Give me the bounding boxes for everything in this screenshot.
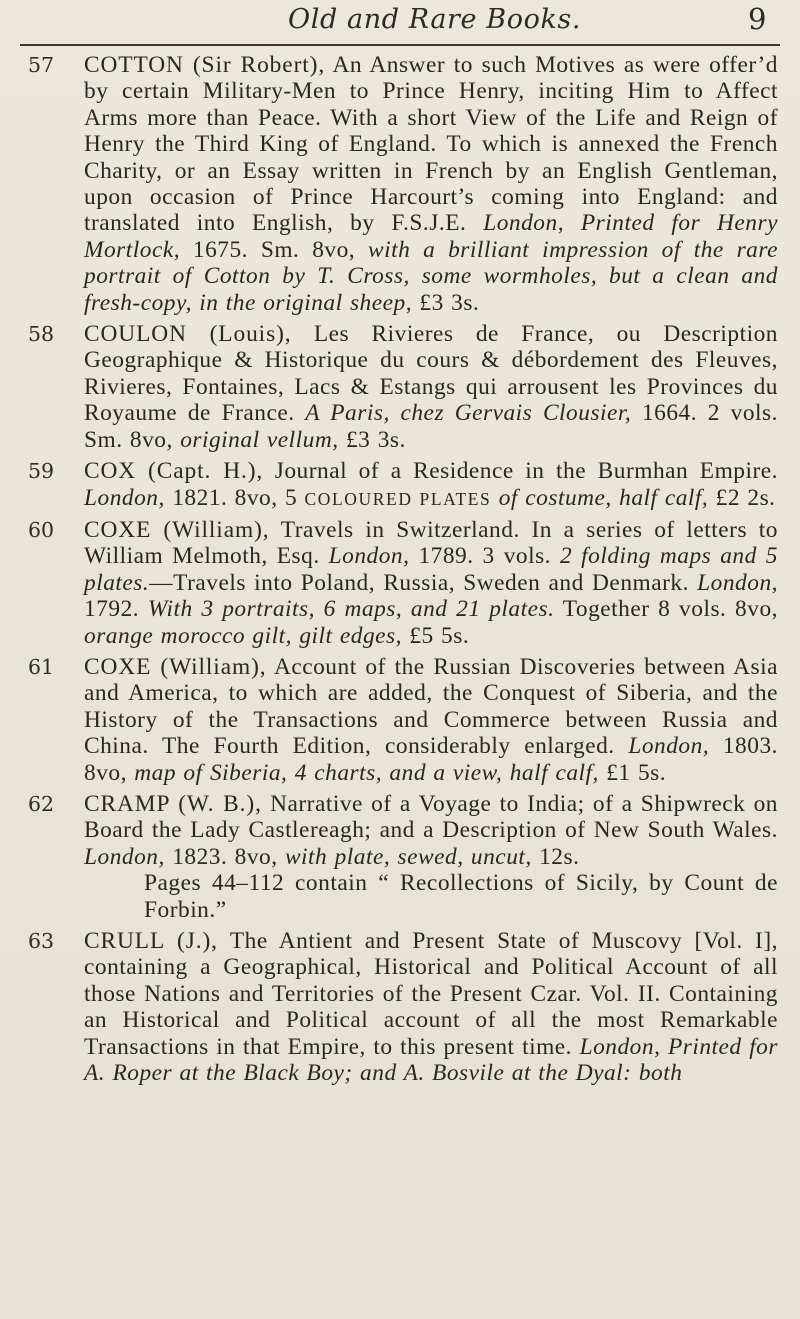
- catalogue-entry: [0, 791, 800, 923]
- entry-imprint: London,: [84, 484, 165, 511]
- catalogue-entry: [0, 517, 800, 649]
- entry-price: £5 5s.: [401, 622, 470, 649]
- entry-price: £1 5s.: [598, 759, 667, 786]
- header-rule: [20, 44, 780, 46]
- entry-heading: COXE (William),: [84, 653, 267, 680]
- entry-heading: COX (Capt. H.),: [84, 458, 264, 485]
- entry-date: 1664. 2 vols. Sm. 8vo,: [84, 400, 778, 453]
- running-header: [0, 0, 800, 54]
- entry-heading: COXE (William),: [84, 516, 270, 543]
- entry-collation: Together 8 vols. 8vo,: [554, 596, 778, 623]
- entry-text: [84, 654, 778, 786]
- entry-date: 1823. 8vo,: [164, 843, 285, 870]
- lot-number: 61: [28, 654, 55, 679]
- entry-price: £2 2s.: [708, 484, 776, 511]
- entry-second-imprint: London,: [697, 569, 778, 596]
- entry-title: Narrative of a Voyage to India; of a Shipwreck on Board the Lady Castlereagh; and a Description of New South Wales.: [84, 790, 778, 844]
- entry-date: 1821. 8vo, 5: [164, 484, 305, 511]
- entry-title: The Antient and Present State of Muscovy [Vol. I], containing a Geographical, Historical and Political Account of all those Nations and Territories of the Present Czar. Vol. II. Containing an Historical and Political account of all the most Remarkable Transactions in that Empire, to this present time.: [84, 928, 778, 1060]
- catalogue-entry: [0, 321, 800, 453]
- entry-imprint: London, Printed for Henry Mortlock,: [84, 210, 778, 263]
- catalogue-entry: [0, 52, 800, 316]
- entry-description: 2 folding maps and 5 plates.: [84, 543, 778, 596]
- page-number: 9: [748, 2, 767, 36]
- entry-note: Pages 44–112 contain “ Recollections of Sicily, by Count de Forbin.”: [144, 870, 778, 923]
- lot-number: 58: [28, 322, 55, 347]
- entry-heading: CRULL (J.),: [84, 928, 218, 954]
- entry-description: of costume, half calf,: [491, 484, 709, 511]
- entry-description: original vellum,: [180, 426, 339, 453]
- entry-title: Journal of a Residence in the Burmhan Empire.: [263, 458, 778, 485]
- entry-description: with plate, sewed, uncut,: [284, 843, 532, 870]
- entry-description: with a brilliant impression of the rare portrait of Cotton by T. Cross, some wormholes, but a clean and fresh-copy, in the original sheep,: [84, 236, 778, 316]
- entry-title: Travels in Switzerland. In a series of letters to William Melmoth, Esq.: [84, 516, 778, 570]
- lot-number: 57: [28, 53, 55, 77]
- catalogue-entry: [0, 654, 800, 786]
- entry-imprint: London,: [628, 733, 710, 760]
- lot-number: 62: [28, 791, 55, 816]
- entry-date: 1675. Sm. 8vo,: [180, 236, 368, 263]
- entry-heading: CRAMP (W. B.),: [84, 790, 262, 817]
- entry-imprint: London,: [328, 543, 410, 570]
- entry-text: [84, 458, 778, 512]
- entry-date: 1803. 8vo,: [84, 733, 778, 786]
- entry-second-description: With 3 portraits, 6 maps, and 21 plates.: [147, 596, 555, 623]
- running-title: Old and Rare Books.: [288, 4, 582, 35]
- entry-title: Account of the Russian Discoveries between Asia and America, to which are added, the Conquest of Siberia, and the History of the Transactions and Commerce between Russia and China. The Fourth Edition, considerably enlarged.: [84, 653, 778, 760]
- entry-title: Les Rivieres de France, ou Description Geographique & Historique du cours & débordement des Fleuves, Rivieres, Fontaines, Lacs & Estangs qui arrousent les Provinces du Royaume de France.: [84, 321, 778, 427]
- entry-second-date: 1792.: [84, 596, 148, 623]
- entry-description: map of Siberia, 4 charts, and a view, half calf,: [134, 759, 599, 786]
- entry-heading: COTTON (Sir Robert),: [84, 52, 326, 78]
- catalogue-entry: [0, 928, 800, 1086]
- entry-text: [84, 928, 778, 1086]
- entry-price: 12s.: [531, 843, 580, 870]
- entry-second-title: —Travels into Poland, Russia, Sweden and Denmark.: [149, 569, 698, 596]
- catalogue-entry: [0, 458, 800, 512]
- entry-price: £3 3s.: [412, 289, 480, 316]
- entry-imprint: London,: [84, 843, 165, 870]
- entry-imprint: London, Printed for A. Roper at the Black Boy; and A. Bosvile at the Dyal: both: [84, 1033, 778, 1087]
- entry-text: [84, 791, 778, 923]
- lot-number: 63: [28, 929, 55, 953]
- catalogue-entries: [0, 52, 800, 1091]
- entry-price: £3 3s.: [338, 426, 406, 453]
- entry-title: An Answer to such Motives as were offer’d by certain Military-Men to Prince Henry, inciting Him to Affect Arms more than Peace. With a short View of the Life and Reign of Henry the Third King of England. To which is annexed the French Charity, or an Essay written in French by an English Gentleman, upon occasion of Prince Harcourt’s coming into England: and translated into English, by F.S.J.E.: [84, 52, 778, 237]
- entry-plates: COLOURED PLATES: [304, 488, 492, 509]
- entry-text: [84, 52, 778, 316]
- entry-heading: COULON (Louis),: [84, 321, 292, 348]
- lot-number: 59: [28, 459, 55, 484]
- entry-date: 1789. 3 vols.: [409, 543, 560, 570]
- entry-binding: orange morocco gilt, gilt edges,: [84, 622, 402, 649]
- entry-text: [84, 321, 778, 453]
- entry-text: [84, 517, 778, 649]
- entry-imprint: A Paris, chez Gervais Clousier,: [305, 400, 632, 427]
- lot-number: 60: [28, 517, 55, 542]
